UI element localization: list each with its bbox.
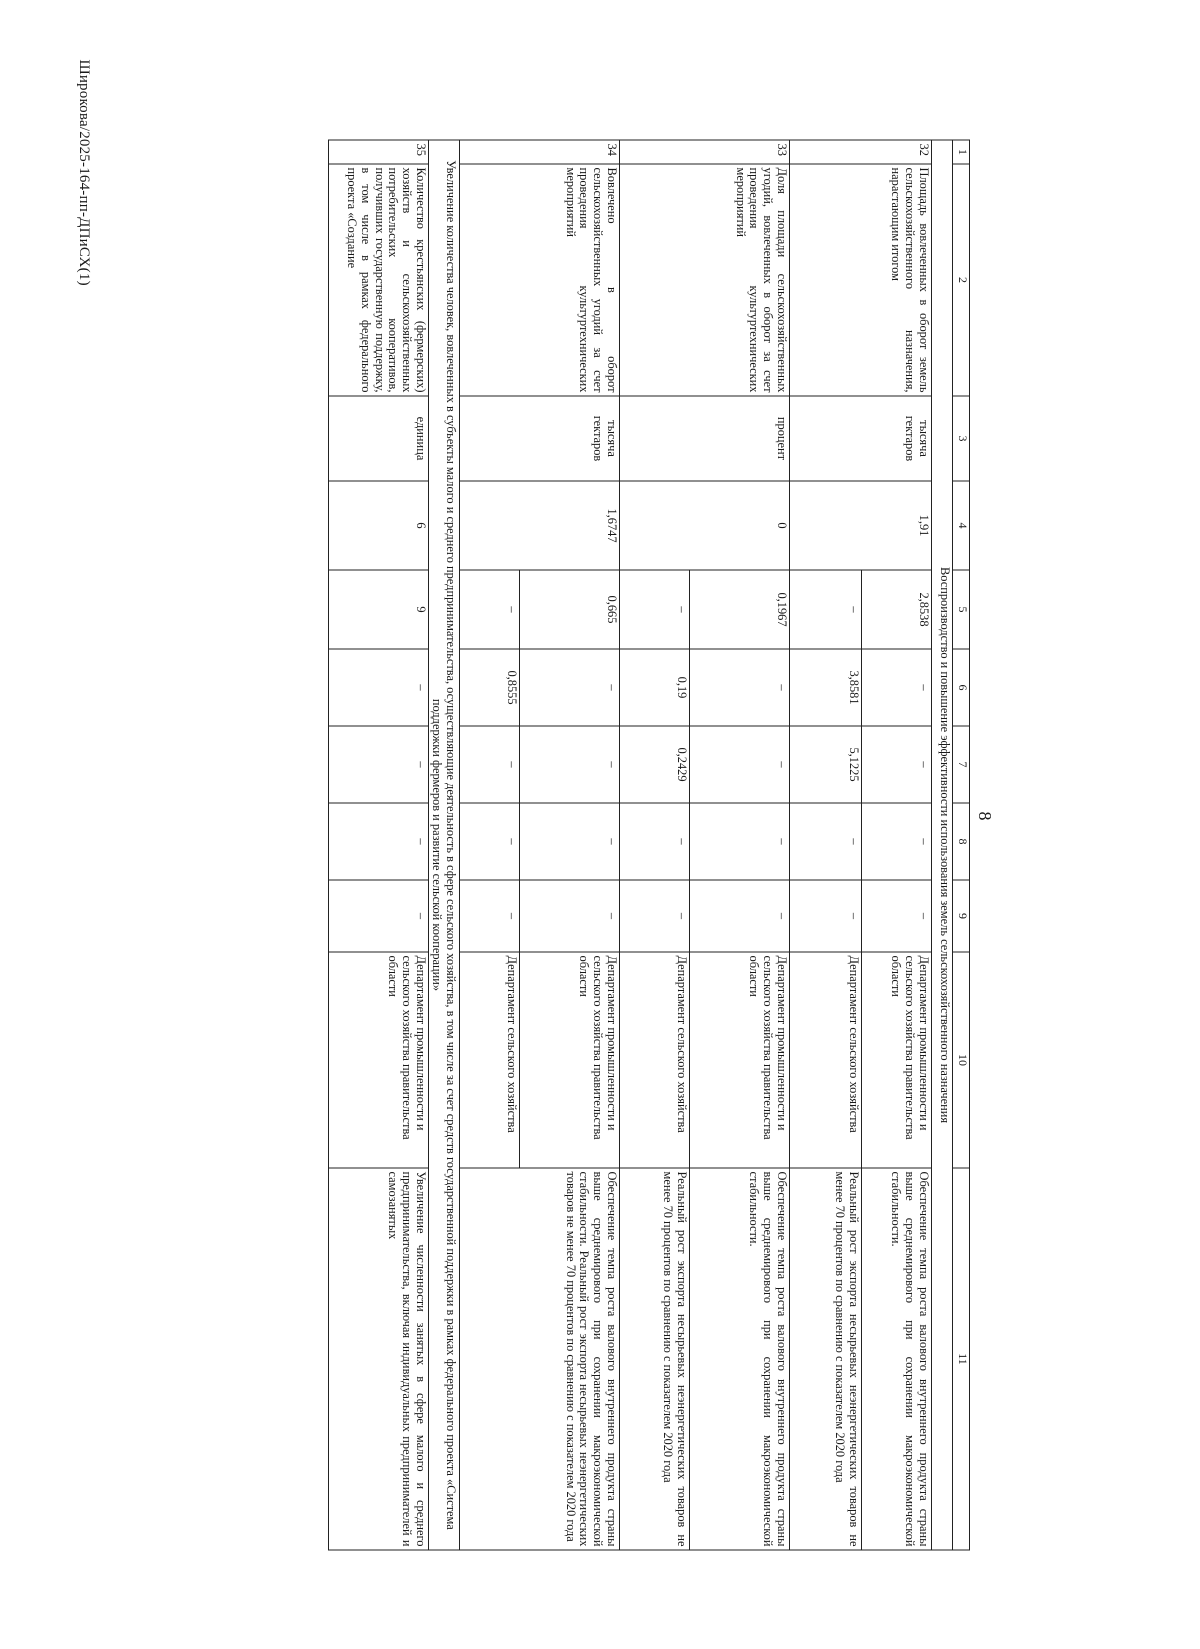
- value-col5: –: [460, 570, 520, 649]
- column-number: 3: [953, 396, 970, 481]
- column-number: 10: [953, 952, 970, 1168]
- column-number: 9: [953, 880, 970, 952]
- document-code: Широкова/2025-164-пп-ДПиСХ(1): [76, 59, 92, 286]
- value-col7: 5,1225: [790, 726, 862, 803]
- value-col8: –: [329, 803, 429, 880]
- unit: единица: [329, 396, 429, 481]
- column-number: 4: [953, 481, 970, 570]
- responsible: Департамент сельского хозяйства: [460, 952, 520, 1168]
- base-value: 0: [620, 481, 790, 570]
- unit: процент: [620, 396, 790, 481]
- section-title: Увеличение количества человек, вовлеченных в субъекты малого и среднего предпринимательства, осуществляющие деятельность в сфере сельского хозяйства, в том числе за счет средств государственной поддержки в рамках федерального проекта «Система поддержки фермеров и развитие сельской кооперации»: [429, 140, 460, 1550]
- unit: тысяча гектаров: [460, 396, 620, 481]
- value-col8: –: [460, 803, 520, 880]
- value-col5: 0,665: [520, 570, 620, 649]
- section-header-row: [429, 140, 460, 1550]
- value-col5: 0,1967: [690, 570, 790, 649]
- value-col7: 0,2429: [620, 726, 690, 803]
- value-col9: –: [460, 880, 520, 952]
- indicator-name: Доля площади сельскохозяйственных угодий, вовлеченных в оборот за счет проведения культуртехнических мероприятий: [620, 164, 790, 396]
- value-col6: –: [520, 649, 620, 726]
- row-number: 35: [329, 140, 429, 164]
- value-col9: –: [620, 880, 690, 952]
- value-col7: –: [862, 726, 932, 803]
- column-number: 8: [953, 803, 970, 880]
- table-row: [690, 140, 790, 1550]
- value-col7: –: [690, 726, 790, 803]
- responsible: Департамент промышленности и сельского хозяйства правительства области: [690, 952, 790, 1168]
- value-col5: 2,8538: [862, 570, 932, 649]
- value-col8: –: [862, 803, 932, 880]
- column-number-row: [953, 140, 970, 1550]
- value-col5: –: [620, 570, 690, 649]
- value-col6: –: [862, 649, 932, 726]
- table-row: [862, 140, 932, 1550]
- table-row: [520, 140, 620, 1550]
- value-col5: –: [790, 570, 862, 649]
- column-number: 7: [953, 726, 970, 803]
- value-col6: –: [690, 649, 790, 726]
- value-col8: –: [620, 803, 690, 880]
- value-col7: –: [520, 726, 620, 803]
- goal: Обеспечение темпа роста валового внутреннего продукта страны выше среднемирового при сохранении макроэкономической стабильности.: [690, 1168, 790, 1550]
- value-col8: –: [690, 803, 790, 880]
- value-col6: 0,19: [620, 649, 690, 726]
- responsible: Департамент промышленности и сельского хозяйства правительства области: [329, 952, 429, 1168]
- row-number: 33: [620, 140, 790, 164]
- unit: тысяча гектаров: [790, 396, 932, 481]
- responsible: Департамент сельского хозяйства: [620, 952, 690, 1168]
- section-header-row: [932, 140, 953, 1550]
- value-col6: –: [329, 649, 429, 726]
- goal: Реальный рост экспорта несырьевых неэнергетических товаров не менее 70 процентов по сравнению с показателем 2020 года: [790, 1168, 862, 1550]
- section-title: Воспроизводство и повышение эффективности использования земель сельскохозяйственного назначения: [932, 140, 953, 1550]
- indicators-table: [328, 140, 970, 1551]
- row-number: 32: [790, 140, 932, 164]
- value-col5: 9: [329, 570, 429, 649]
- table-row: [329, 140, 429, 1550]
- column-number: 2: [953, 164, 970, 396]
- value-col6: 0,8555: [460, 649, 520, 726]
- responsible: Департамент промышленности и сельского хозяйства правительства области: [520, 952, 620, 1168]
- value-col7: –: [460, 726, 520, 803]
- value-col9: –: [329, 880, 429, 952]
- goal: Реальный рост экспорта несырьевых неэнергетических товаров не менее 70 процентов по сравнению с показателем 2020 года: [620, 1168, 690, 1550]
- column-number: 11: [953, 1168, 970, 1550]
- goal: Обеспечение темпа роста валового внутреннего продукта страны выше среднемирового при сохранении макроэкономической стабильности. Реальный рост экспорта несырьевых неэнергетических товаров не менее 70 процентов по сравнению с показателем 2020 года: [460, 1168, 620, 1550]
- goal: Увеличение численности занятых в сфере малого и среднего предпринимательства, включая индивидуальных предпринимателей и самозанятых: [329, 1168, 429, 1550]
- value-col9: –: [790, 880, 862, 952]
- value-col8: –: [520, 803, 620, 880]
- row-number: 34: [460, 140, 620, 164]
- column-number: 1: [953, 140, 970, 164]
- base-value: 1,91: [790, 481, 932, 570]
- page-number: 8: [975, 811, 995, 821]
- value-col6: 3,8581: [790, 649, 862, 726]
- responsible: Департамент сельского хозяйства: [790, 952, 862, 1168]
- goal: Обеспечение темпа роста валового внутреннего продукта страны выше среднемирового при сохранении макроэкономической стабильности.: [862, 1168, 932, 1550]
- value-col9: –: [520, 880, 620, 952]
- column-number: 5: [953, 570, 970, 649]
- indicator-name: Количество крестьянских (фермерских) хозяйств и сельскохозяйственных потребительских кооперативов, получивших государственную поддержку, в том числе в рамках федерального проекта «Создание: [329, 164, 429, 396]
- value-col9: –: [690, 880, 790, 952]
- base-value: 6: [329, 481, 429, 570]
- indicator-name: Площадь вовлеченных в оборот земель сельскохозяйственного назначения, нарастающим итогом: [790, 164, 932, 396]
- value-col8: –: [790, 803, 862, 880]
- value-col9: –: [862, 880, 932, 952]
- responsible: Департамент промышленности и сельского хозяйства правительства области: [862, 952, 932, 1168]
- value-col7: –: [329, 726, 429, 803]
- base-value: 1,6747: [460, 481, 620, 570]
- column-number: 6: [953, 649, 970, 726]
- indicator-name: Вовлечено в оборот сельскохозяйственных угодий за счет проведения культуртехнических мероприятий: [460, 164, 620, 396]
